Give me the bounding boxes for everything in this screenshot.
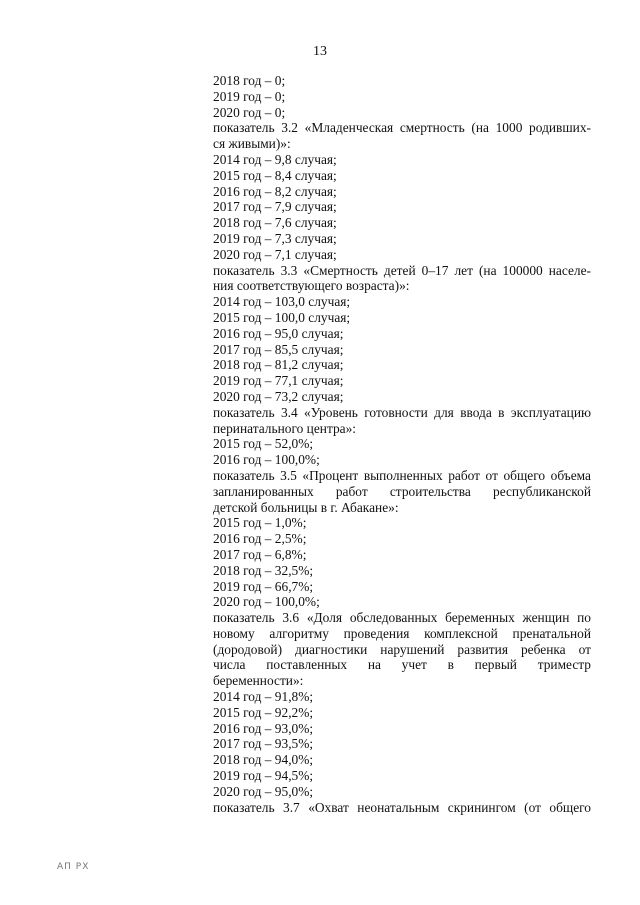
document-line: 2019 год – 0; [213, 88, 286, 104]
document-line: 2017 год – 93,5%; [213, 736, 314, 752]
document-line: 2019 год – 77,1 случая; [213, 373, 344, 389]
document-line: ся живыми)»: [213, 136, 291, 152]
page-number: 13 [313, 44, 327, 59]
document-line: детской больницы в г. Абакане»: [213, 499, 399, 515]
document-line: показатель 3.4 «Уровень готовности для ввода в эксплуатацию [213, 404, 591, 420]
document-line: перинатального центра»: [213, 420, 357, 436]
document-line: 2015 год – 52,0%; [213, 436, 314, 452]
document-line: 2019 год – 94,5%; [213, 768, 314, 784]
document-line: 2018 год – 81,2 случая; [213, 357, 344, 373]
document-line: 2020 год – 95,0%; [213, 783, 314, 799]
document-line: 2020 год – 0; [213, 104, 286, 120]
document-line: 2018 год – 7,6 случая; [213, 215, 337, 231]
document-line: показатель 3.7 «Охват неонатальным скринингом (от общего [213, 799, 591, 815]
document-line: 2015 год – 100,0 случая; [213, 309, 351, 325]
document-line: показатель 3.6 «Доля обследованных беременных женщин по [213, 610, 591, 626]
document-line: 2016 год – 93,0%; [213, 720, 314, 736]
document-line: 2019 год – 66,7%; [213, 578, 314, 594]
document-line: 2014 год – 9,8 случая; [213, 151, 337, 167]
document-line: 2014 год – 103,0 случая; [213, 294, 351, 310]
document-line: 2017 год – 85,5 случая; [213, 341, 344, 357]
document-line: 2015 год – 92,2%; [213, 704, 314, 720]
document-line: запланированных работ строительства республиканской [213, 483, 591, 499]
document-line: 2016 год – 2,5%; [213, 531, 307, 547]
document-line: 2016 год – 100,0%; [213, 452, 320, 468]
document-line: 2019 год – 7,3 случая; [213, 230, 337, 246]
document-line: 2016 год – 95,0 случая; [213, 325, 344, 341]
document-line: 2020 год – 7,1 случая; [213, 246, 337, 262]
document-line: 2015 год – 1,0%; [213, 515, 307, 531]
document-line: числа поставленных на учет в первый триместр [213, 657, 591, 673]
document-line: 2014 год – 91,8%; [213, 689, 314, 705]
document-line: 2015 год – 8,4 случая; [213, 167, 337, 183]
footer-mark: АП РХ [57, 862, 90, 872]
document-body [213, 73, 591, 815]
document-line: 2017 год – 7,9 случая; [213, 199, 337, 215]
document-line: 2016 год – 8,2 случая; [213, 183, 337, 199]
document-line: показатель 3.2 «Младенческая смертность (на 1000 родивших- [213, 120, 591, 136]
document-line: 2018 год – 32,5%; [213, 562, 314, 578]
document-line: (дородовой) диагностики нарушений развития ребенка от [213, 641, 591, 657]
document-line: ния соответствующего возраста)»: [213, 278, 410, 294]
document-line: показатель 3.5 «Процент выполненных работ от общего объема [213, 467, 591, 483]
document-line: показатель 3.3 «Смертность детей 0–17 лет (на 100000 населе- [213, 262, 591, 278]
document-line: новому алгоритму проведения комплексной пренатальной [213, 625, 591, 641]
document-line: беременности»: [213, 673, 304, 689]
document-line: 2018 год – 94,0%; [213, 752, 314, 768]
document-line: 2020 год – 73,2 случая; [213, 388, 344, 404]
document-line: 2020 год – 100,0%; [213, 594, 320, 610]
document-line: 2018 год – 0; [213, 73, 286, 88]
document-line: 2017 год – 6,8%; [213, 546, 307, 562]
